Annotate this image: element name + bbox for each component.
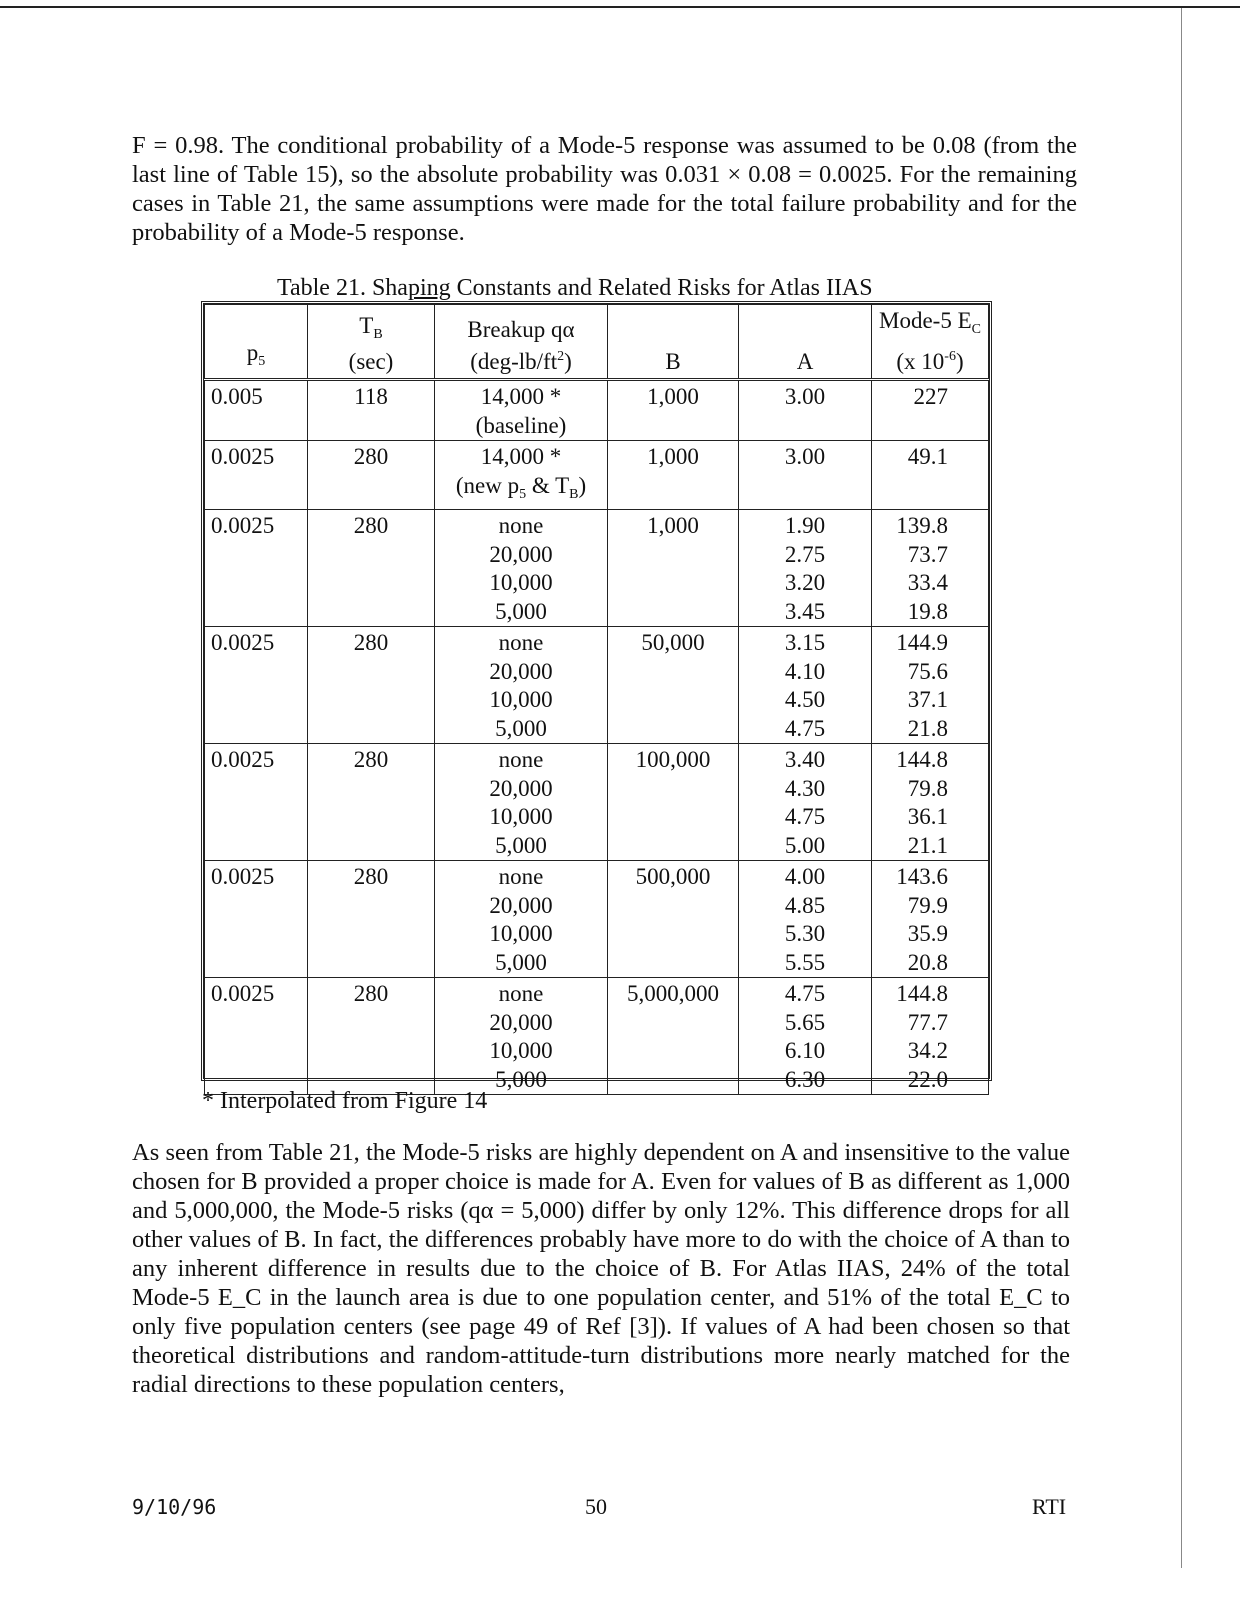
breakup-value: 20,000 xyxy=(489,892,553,918)
cell-b: 1,000 xyxy=(608,441,739,510)
header-p5-label: p xyxy=(246,340,259,365)
footer-date: 9/10/96 xyxy=(132,1495,217,1519)
cell-p5: 0.0025 xyxy=(205,441,308,510)
note-text-2: & T xyxy=(526,472,570,498)
ec-value: 33.4 xyxy=(907,570,948,595)
breakup-value: 5,000 xyxy=(495,598,547,624)
a-value: 4.10 xyxy=(784,658,826,684)
cell-ec-list xyxy=(872,978,989,1095)
ec-value: 75.6 xyxy=(907,658,948,684)
breakup-value: 20,000 xyxy=(489,1009,553,1035)
ec-value: 36.1 xyxy=(907,804,948,829)
cell-a-list xyxy=(739,510,872,627)
header-tb-label xyxy=(314,312,428,348)
header-ec-unit xyxy=(878,343,982,375)
a-value: 4.75 xyxy=(784,804,826,829)
a-value: 4.30 xyxy=(784,775,826,801)
breakup-value: 20,000 xyxy=(489,775,553,801)
ec-value: 144.8 xyxy=(896,981,948,1006)
table-row xyxy=(205,441,989,510)
cell-tb: 280 xyxy=(308,861,435,978)
cell-breakup-value: 14,000 * xyxy=(480,444,562,469)
cell-p5: 0.0025 xyxy=(205,861,308,978)
cell-ec-list xyxy=(872,510,989,627)
breakup-value: 5,000 xyxy=(495,1066,547,1092)
note-text-1: (new p xyxy=(455,472,520,498)
header-b: B xyxy=(608,305,739,380)
cell-b: 100,000 xyxy=(608,744,739,861)
table-21 xyxy=(201,301,992,1092)
cell-p5: 0.005 xyxy=(205,380,308,441)
cell-tb: 280 xyxy=(308,978,435,1095)
header-ec-label xyxy=(878,307,982,343)
breakup-value: none xyxy=(498,981,544,1006)
note-sub-1: 5 xyxy=(519,486,527,502)
cell-a-list xyxy=(739,861,872,978)
cell-p5: 0.0025 xyxy=(205,510,308,627)
header-tb-sub: B xyxy=(373,327,383,342)
ec-value: 35.9 xyxy=(907,921,948,946)
a-value: 6.30 xyxy=(784,1066,826,1092)
a-value: 1.90 xyxy=(784,513,826,538)
cell-breakup-list xyxy=(435,978,608,1095)
cell-breakup-value: 14,000 * xyxy=(480,384,562,409)
cell-b: 500,000 xyxy=(608,861,739,978)
header-p5 xyxy=(205,305,308,380)
table-row-group xyxy=(205,627,989,744)
caption-part-1: Table 21. Sha xyxy=(277,275,408,301)
header-ec-sub: C xyxy=(971,322,981,337)
caption-part-3: Constants and Related Risks for Atlas IIAS xyxy=(450,275,873,301)
cell-a-list xyxy=(739,978,872,1095)
header-p5-sub: 5 xyxy=(258,354,266,369)
table-footnote: * Interpolated from Figure 14 xyxy=(202,1088,488,1114)
ec-value: 37.1 xyxy=(907,687,948,712)
top-rule xyxy=(0,6,1240,8)
paragraph-1: F = 0.98. The conditional probability of a Mode-5 response was assumed to be 0.08 (from the last line of Table 15), so the absolute probability was 0.031 × 0.08 = 0.0025. For the remaining cases in Table 21, the same assumptions were made for the total failure probability and for the probability of a Mode-5 response. xyxy=(132,132,1077,246)
ec-value: 139.8 xyxy=(896,513,948,538)
header-ec-unit-close: ) xyxy=(955,349,964,374)
breakup-value: 10,000 xyxy=(489,921,553,946)
cell-tb: 280 xyxy=(308,627,435,744)
a-value: 5.55 xyxy=(784,949,826,975)
caption-part-2: ping xyxy=(407,275,451,301)
cell-p5: 0.0025 xyxy=(205,978,308,1095)
page-number: 50 xyxy=(585,1494,607,1519)
table-row-group xyxy=(205,510,989,627)
breakup-value: none xyxy=(498,864,544,889)
ec-value: 22.0 xyxy=(907,1066,948,1092)
breakup-value: none xyxy=(498,747,544,772)
header-breakup-unit-close: ) xyxy=(564,349,572,374)
cell-a: 3.00 xyxy=(739,380,872,441)
header-ec xyxy=(872,305,989,380)
a-value: 4.75 xyxy=(784,981,826,1006)
cell-ec: 49.1 xyxy=(872,441,989,510)
table-row-group xyxy=(205,744,989,861)
header-breakup-unit-sup: 2 xyxy=(557,349,565,364)
cell-tb: 280 xyxy=(308,510,435,627)
cell-breakup-note: (baseline) xyxy=(475,412,567,438)
cell-b: 1,000 xyxy=(608,380,739,441)
ec-value: 34.2 xyxy=(907,1038,948,1063)
breakup-value: 10,000 xyxy=(489,1038,553,1063)
ec-value: 79.9 xyxy=(907,892,948,918)
cell-tb: 280 xyxy=(308,744,435,861)
a-value: 6.10 xyxy=(784,1038,826,1063)
cell-ec-list xyxy=(872,861,989,978)
cell-breakup-list xyxy=(435,861,608,978)
cell-breakup-note xyxy=(441,472,601,510)
header-ec-unit-sup: -6 xyxy=(944,349,956,364)
cell-breakup-list xyxy=(435,510,608,627)
a-value: 2.75 xyxy=(784,541,826,567)
a-value: 3.20 xyxy=(784,570,826,595)
a-value: 4.00 xyxy=(784,864,826,889)
cell-a-list xyxy=(739,744,872,861)
header-breakup-label: Breakup qα xyxy=(467,317,575,342)
a-value: 4.85 xyxy=(784,892,826,918)
a-value: 5.65 xyxy=(784,1009,826,1035)
ec-value: 143.6 xyxy=(896,864,948,889)
ec-value: 144.9 xyxy=(896,630,948,655)
ec-value: 77.7 xyxy=(907,1009,948,1035)
cell-b: 5,000,000 xyxy=(608,978,739,1095)
table-header-row xyxy=(205,305,989,380)
note-text-3: ) xyxy=(578,472,587,498)
paragraph-2: As seen from Table 21, the Mode-5 risks are highly dependent on A and insensitive to the value chosen for B provided a proper choice is made for A. Even for values of B as different as 1,000 and 5,000,000, the Mode-5 risks (qα = 5,000) differ by only 12%. This difference drops for all other values of B. In fact, the differences probably have more to do with the choice of A than to any inherent difference in results due to the choice of B. For Atlas IIAS, 24% of the total Mode-5 E_C in the launch area is due to one population center, and 51% of the total E_C to only five population centers (see page 49 of Ref [3]). If values of A had been chosen so that theoretical distributions and random-attitude-turn distributions more nearly matched for the radial directions to these population centers, xyxy=(132,1139,1070,1398)
cell-ec-list xyxy=(872,744,989,861)
footer-organization: RTI xyxy=(1032,1494,1067,1519)
cell-p5: 0.0025 xyxy=(205,627,308,744)
a-value: 3.45 xyxy=(784,598,826,624)
a-value: 3.40 xyxy=(784,747,826,772)
table-row xyxy=(205,380,989,441)
cell-breakup xyxy=(435,441,608,510)
a-value: 5.00 xyxy=(784,832,826,858)
header-breakup-unit-text: (deg-lb/ft xyxy=(470,349,558,374)
header-a: A xyxy=(739,305,872,380)
header-ec-unit-text: (x 10 xyxy=(896,349,945,374)
ec-value: 79.8 xyxy=(907,775,948,801)
breakup-value: 5,000 xyxy=(495,715,547,741)
ec-value: 73.7 xyxy=(907,541,948,567)
header-tb-text: T xyxy=(359,313,374,338)
ec-value: 20.8 xyxy=(907,949,948,975)
ec-value: 21.8 xyxy=(907,715,948,741)
header-breakup xyxy=(435,305,608,380)
ec-value: 21.1 xyxy=(907,832,948,858)
breakup-value: 5,000 xyxy=(495,949,547,975)
header-tb-unit: (sec) xyxy=(348,349,394,374)
note-sub-2: B xyxy=(569,486,579,502)
cell-tb: 280 xyxy=(308,441,435,510)
cell-breakup-list xyxy=(435,744,608,861)
breakup-value: 10,000 xyxy=(489,687,553,712)
cell-breakup xyxy=(435,380,608,441)
breakup-value: none xyxy=(498,630,544,655)
cell-tb: 118 xyxy=(308,380,435,441)
a-value: 5.30 xyxy=(784,921,826,946)
shaping-constants-table xyxy=(204,304,989,1095)
cell-a: 3.00 xyxy=(739,441,872,510)
cell-b: 1,000 xyxy=(608,510,739,627)
breakup-value: 20,000 xyxy=(489,658,553,684)
ec-value: 144.8 xyxy=(896,747,948,772)
cell-breakup-list xyxy=(435,627,608,744)
ec-value: 19.8 xyxy=(907,598,948,624)
breakup-value: 5,000 xyxy=(495,832,547,858)
a-value: 4.75 xyxy=(784,715,826,741)
table-row-group xyxy=(205,861,989,978)
a-value: 4.50 xyxy=(784,687,826,712)
breakup-value: 10,000 xyxy=(489,570,553,595)
table-caption xyxy=(277,274,873,302)
cell-p5: 0.0025 xyxy=(205,744,308,861)
breakup-value: 10,000 xyxy=(489,804,553,829)
cell-a-list xyxy=(739,627,872,744)
header-breakup-unit xyxy=(441,343,601,375)
header-tb xyxy=(308,305,435,380)
breakup-value: none xyxy=(498,513,544,538)
breakup-value: 20,000 xyxy=(489,541,553,567)
table-row-group xyxy=(205,978,989,1095)
right-margin-rule xyxy=(1181,8,1182,1568)
cell-b: 50,000 xyxy=(608,627,739,744)
a-value: 3.15 xyxy=(784,630,826,655)
cell-ec-list xyxy=(872,627,989,744)
cell-ec: 227 xyxy=(872,380,989,441)
header-ec-text: Mode-5 E xyxy=(879,308,972,333)
